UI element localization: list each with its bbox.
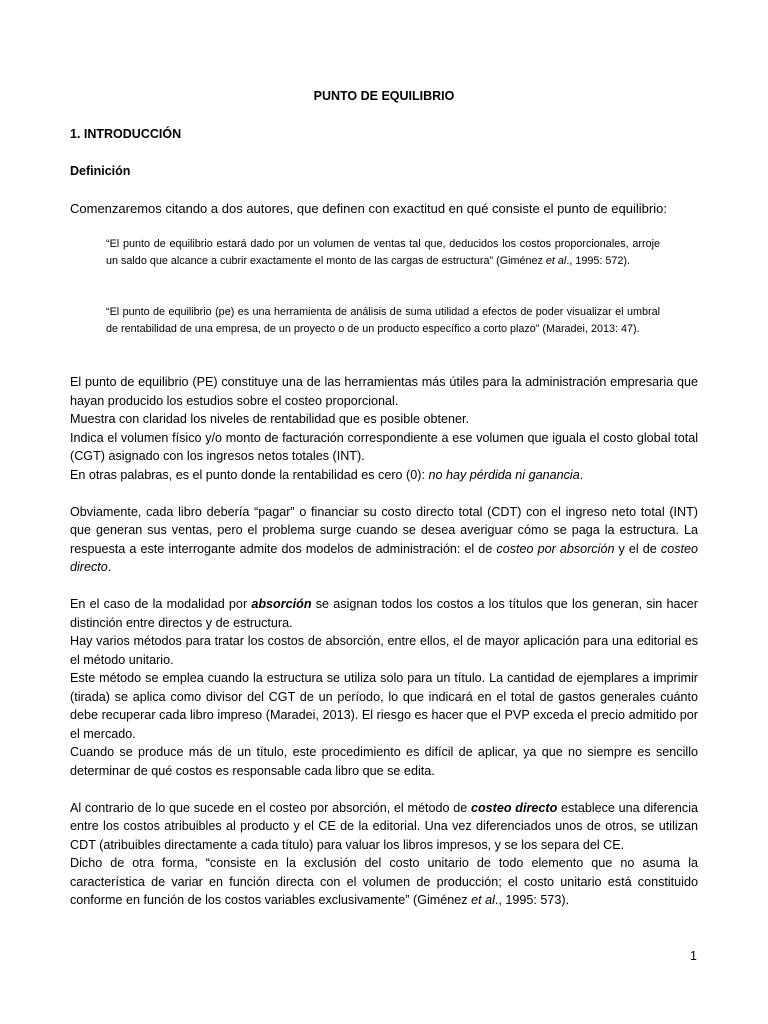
block-quote-1 <box>106 236 660 270</box>
paragraph: Cuando se produce más de un título, este procedimiento es difícil de aplicar, ya que no siempre es sencillo determinar de qué costos es responsable cada libro que se edita. <box>70 745 698 778</box>
paragraph: Muestra con claridad los niveles de rentabilidad que es posible obtener. <box>70 412 470 426</box>
emphasis-text: no hay pérdida ni ganancia <box>428 467 580 482</box>
block-quote-2 <box>106 304 660 338</box>
text-run: . <box>579 467 584 482</box>
paragraph: Indica el volumen físico y/o monto de facturación correspondiente a ese volumen que iguala el costo global total (CGT) asignado con los ingresos netos totales (INT). <box>70 430 698 463</box>
section-heading: 1. INTRODUCCIÓN <box>70 127 182 141</box>
body-text <box>70 373 698 910</box>
text-run: ., 1995: 573). <box>494 893 570 907</box>
text-run: Al contrario de lo que sucede en el costeo por absorción, el método de <box>70 800 471 815</box>
paragraph: El punto de equilibrio (PE) constituye una de las herramientas más útiles para la administración empresaria que hayan producido los estudios sobre el costeo proporcional. <box>70 375 698 408</box>
quote-etal: et al <box>545 255 567 267</box>
intro-paragraph: Comenzaremos citando a dos autores, que definen con exactitud en qué consiste el punto de equilibrio: <box>70 201 667 216</box>
emphasis-text: costeo por absorción <box>496 541 615 556</box>
bold-italic-term: costeo directo <box>470 800 558 815</box>
paragraph: Este método se emplea cuando la estructura se utiliza solo para un título. La cantidad de ejemplares a imprimir (tirada) se aplica como divisor del CGT de un período, lo que indicará en el total de gastos generales cuánto debe recuperar cada libro impreso (Maradei, 2013). El riesgo es hacer que el PVP exceda el precio admitido por el mercado. <box>70 671 698 741</box>
text-run: Obviamente, cada libro debería “pagar” o financiar su costo directo total (CDT) con el ingreso neto total (INT) que generan sus ventas, pero el problema surge cuando se desea averiguar cómo se paga la estructura. La respuesta a este interrogante admite dos modelos de administración: el de <box>70 504 698 556</box>
page-number: 1 <box>690 949 697 963</box>
emphasis-text: et al <box>471 893 495 907</box>
paragraph <box>70 466 698 485</box>
paragraph <box>70 799 698 855</box>
paragraph <box>70 854 698 910</box>
text-run: y el de <box>614 541 661 556</box>
text-run: . <box>107 560 112 574</box>
subheading: Definición <box>70 164 131 178</box>
paragraph: Hay varios métodos para tratar los costos de absorción, entre ellos, el de mayor aplicación para una editorial es el método unitario. <box>70 634 698 667</box>
emphasis-text: costeo directo <box>70 541 698 574</box>
text-run: En otras palabras, es el punto donde la rentabilidad es cero (0): <box>70 467 429 482</box>
bold-italic-term: absorción <box>251 597 312 611</box>
quote-text: “El punto de equilibrio estará dado por un volumen de ventas tal que, deducidos los costos proporcionales, arroje un saldo que alcance a cubrir exactamente el monto de las cargas de estructura” (Giménez <box>106 238 660 267</box>
paragraph <box>70 503 698 577</box>
document-title: PUNTO DE EQUILIBRIO <box>313 89 455 103</box>
quote-text: “El punto de equilibrio (pe) es una herramienta de análisis de suma utilidad a efectos de poder visualizar el umbral de rentabilidad de una empresa, de un proyecto o de un producto específico a corto plazo” (Maradei, 2013: 47). <box>106 306 660 335</box>
text-run: establece una diferencia entre los costos atribuibles al producto y el CE de la editorial. Una vez diferenciados unos de otros, se utilizan CDT (atribuibles directamente a cada título) para valuar los libros impresos, y se los separa del CE. <box>70 800 699 852</box>
text-run: Dicho de otra forma, “consiste en la exclusión del costo unitario de todo elemento que no asuma la característica de variar en función directa con el volumen de producción; el costo unitario está constituido conforme en función de los costos variables exclusivamente” (Giménez <box>70 856 698 907</box>
text-run: se asignan todos los costos a los títulos que los generan, sin hacer distinción entre directos y de estructura. <box>70 597 698 630</box>
quote-citation: ., 1995: 572). <box>566 255 630 267</box>
paragraph <box>70 595 698 632</box>
text-run: En el caso de la modalidad por <box>70 597 252 611</box>
